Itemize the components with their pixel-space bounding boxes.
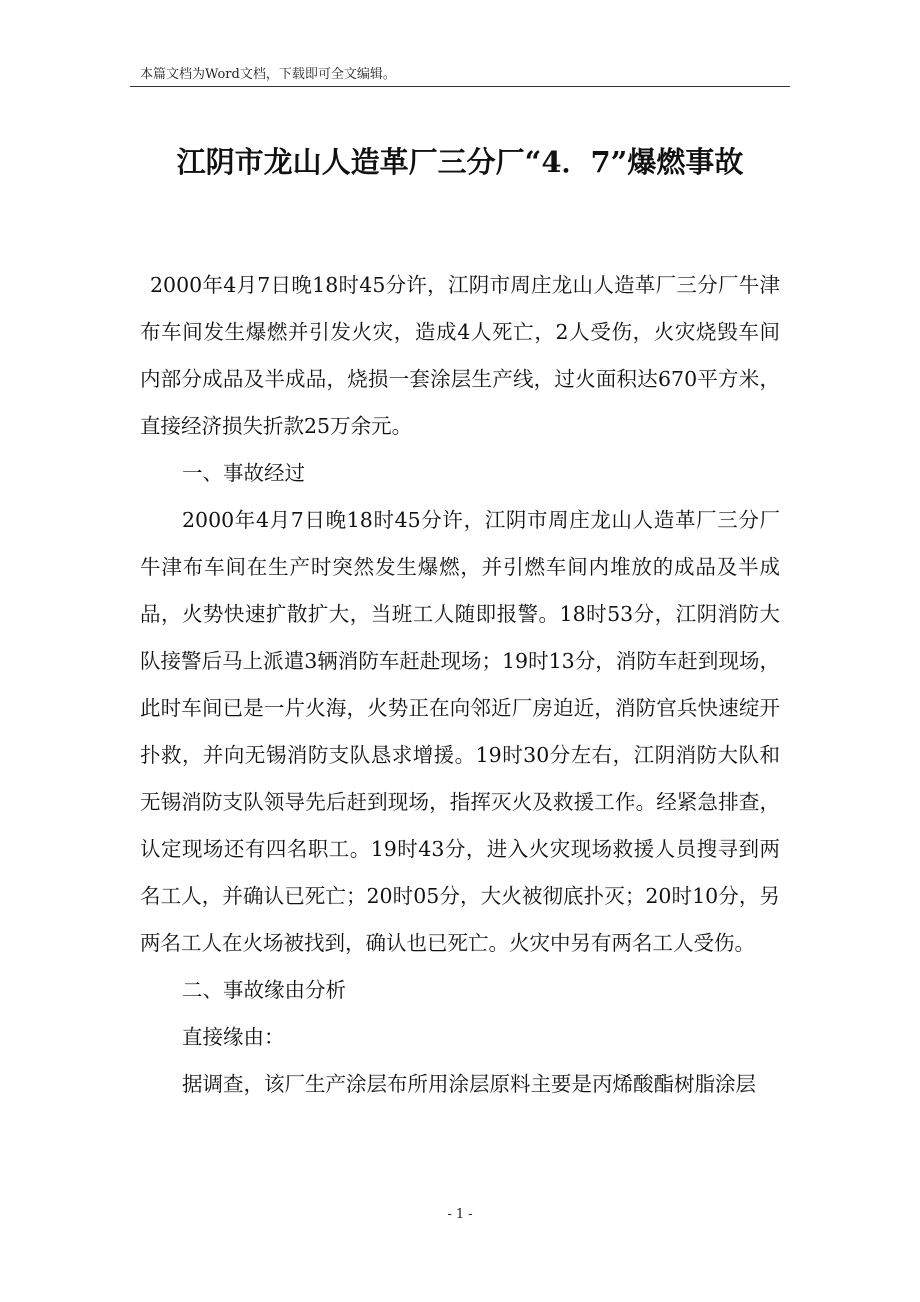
direct-cause-paragraph: 据调查，该厂生产涂层布所用涂层原料主要是丙烯酸酯树脂涂层 [182, 1072, 756, 1096]
direct-cause-heading: 直接缘由： [182, 1025, 285, 1049]
section-heading-cause-analysis: 二、事故缘由分析 [182, 978, 346, 1002]
section-heading-accident-process: 一、事故经过 [182, 461, 305, 485]
header-divider [130, 86, 790, 87]
document-title: 江阴市龙山人造革厂三分厂“4．7”爆燃事故 [176, 145, 744, 179]
header-note: 本篇文档为Word文档，下载即可全文编辑。 [140, 67, 396, 82]
page-number: - 1 - [447, 1207, 473, 1222]
accident-process-paragraph: 2000年4月7日晚18时45分许，江阴市周庄龙山人造革厂三分厂牛津布车间在生产时突然发生爆燃，并引燃车间内堆放的成品及半成品，火势快速扩散扩大，当班工人随即报警。18时53分，江阴消防大队接警后马上派遣3辆消防车赶赴现场；19时13分，消防车赶到现场，此时车间已是一片火海，火势正在向邻近厂房迫近，消防官兵快速绽开扑救，并向无锡消防支队恳求增援。19时30分左右，江阴消防大队和无锡消防支队领导先后赶到现场，指挥灭火及救援工作。经紧急排查，认定现场还有四名职工。19时43分，进入火灾现场救援人员搜寻到两名工人，并确认已死亡；20时05分，大火被彻底扑灭；20时10分，另两名工人在火场被找到，确认也已死亡。火灾中另有两名工人受伤。 [140, 508, 780, 955]
intro-paragraph: 2000年4月7日晚18时45分许，江阴市周庄龙山人造革厂三分厂牛津布车间发生爆燃并引发火灾，造成4人死亡，2人受伤，火灾烧毁车间内部分成品及半成品，烧损一套涂层生产线，过火面积达670平方米，直接经济损失折款25万余元。 [140, 273, 780, 438]
document-body [140, 262, 780, 1108]
